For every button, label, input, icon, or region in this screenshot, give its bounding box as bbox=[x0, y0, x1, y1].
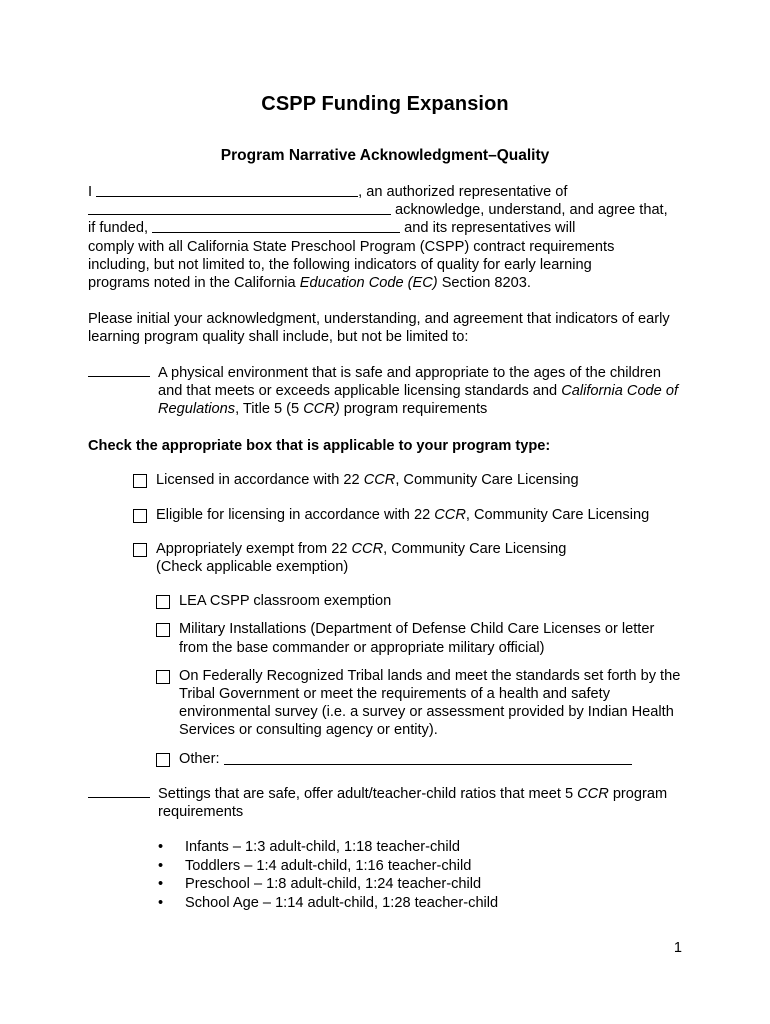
exempt-ccr: CCR bbox=[351, 540, 384, 557]
page-subtitle: Program Narrative Acknowledgment–Quality bbox=[220, 147, 550, 164]
checkbox-row-eligible[interactable] bbox=[88, 506, 682, 524]
checkbox-tribal-lands-label: On Federally Recognized Tribal lands and meet the standards set forth by the Tribal Government or meet the requirements of a health and safety environmental survey (i.e. a survey or assessment provided by Indian Health Services or consulting agency or entity). bbox=[179, 667, 681, 739]
checkbox-tribal-lands[interactable] bbox=[156, 670, 170, 684]
eligible-post: , Community Care Licensing bbox=[465, 506, 650, 523]
licensed-pre: Licensed in accordance with 22 bbox=[156, 472, 364, 489]
checkbox-eligible[interactable] bbox=[133, 509, 147, 523]
licensed-ccr: CCR bbox=[363, 472, 396, 489]
eligible-ccr: CCR bbox=[434, 506, 466, 523]
intro-line4: comply with all California State Preschool Program (CSPP) contract requirements bbox=[88, 238, 615, 255]
licensed-post: , Community Care Licensing bbox=[395, 472, 579, 489]
ratio-infants: Infants – 1:3 adult-child, 1:18 teacher-child bbox=[185, 839, 461, 856]
ratio-list bbox=[88, 838, 682, 912]
checkbox-military-installations-label: Military Installations (Department of Defense Child Care Licenses or letter from the base commander or appropriate military official) bbox=[179, 621, 655, 656]
organization-name-blank[interactable] bbox=[88, 201, 391, 215]
intro-pronoun: I bbox=[88, 184, 93, 200]
indicator-1-mid: , Title 5 (5 bbox=[235, 401, 304, 418]
intro-after-blank2: acknowledge, understand, and agree that, bbox=[391, 202, 668, 219]
checkbox-row-tribal-lands[interactable] bbox=[88, 667, 682, 740]
intro-line6-pre: programs noted in the California bbox=[88, 275, 300, 292]
bullet-icon: • bbox=[158, 895, 164, 912]
indicator-safe-settings-text bbox=[158, 785, 682, 821]
initial-blank-physical-environment[interactable] bbox=[88, 376, 150, 377]
education-code-citation: Education Code (EC) bbox=[299, 275, 438, 292]
representative-name-blank[interactable] bbox=[96, 183, 358, 197]
checkbox-exempt-label bbox=[156, 541, 566, 575]
page-number: 1 bbox=[673, 940, 682, 956]
list-item bbox=[158, 875, 682, 894]
exempt-pre: Appropriately exempt from 22 bbox=[156, 540, 352, 557]
ratio-toddlers: Toddlers – 1:4 adult-child, 1:16 teacher-child bbox=[185, 857, 472, 874]
checkbox-row-licensed[interactable] bbox=[88, 471, 682, 489]
intro-paragraph bbox=[88, 183, 682, 292]
checkbox-lea-exemption[interactable] bbox=[156, 595, 170, 609]
program-type-checkbox-group bbox=[88, 471, 682, 576]
intro-after-blank3: and its representatives will bbox=[400, 220, 576, 237]
checkbox-row-lea-exemption[interactable] bbox=[88, 592, 682, 610]
indicator-row-physical-environment bbox=[88, 364, 682, 419]
eligible-pre: Eligible for licensing in accordance with 22 bbox=[156, 506, 435, 523]
checkbox-licensed[interactable] bbox=[133, 474, 147, 488]
list-item bbox=[158, 894, 682, 913]
exempt-post: , Community Care Licensing bbox=[383, 540, 567, 557]
instruction-paragraph: Please initial your acknowledgment, understanding, and agreement that indicators of early learning program quality shall include, but not be limited to: bbox=[88, 311, 670, 346]
document-body bbox=[88, 183, 682, 913]
agency-name-blank[interactable] bbox=[152, 219, 400, 233]
page-title: CSPP Funding Expansion bbox=[261, 93, 509, 115]
bullet-icon: • bbox=[158, 857, 164, 874]
checkbox-row-military-installations[interactable] bbox=[88, 620, 682, 656]
other-exemption-input-blank[interactable] bbox=[224, 751, 632, 765]
exempt-second-line: (Check applicable exemption) bbox=[156, 559, 349, 576]
intro-if-funded: if funded, bbox=[88, 220, 149, 237]
checkbox-military-installations[interactable] bbox=[156, 623, 170, 637]
list-item bbox=[158, 857, 682, 876]
ratio-preschool: Preschool – 1:8 adult-child, 1:24 teacher-child bbox=[185, 876, 482, 893]
ccr-citation-title: California Code of Regulations bbox=[158, 382, 679, 418]
checkbox-licensed-label bbox=[156, 472, 579, 488]
checkbox-other[interactable] bbox=[156, 753, 170, 767]
bullet-icon: • bbox=[158, 876, 164, 893]
checkbox-other-label: Other: bbox=[179, 750, 220, 767]
bullet-icon: • bbox=[158, 839, 164, 856]
exemption-checkbox-group bbox=[88, 592, 682, 768]
ccr-abbrev: CCR) bbox=[303, 401, 340, 418]
checkbox-exempt[interactable] bbox=[133, 543, 147, 557]
checkbox-lea-exemption-label: LEA CSPP classroom exemption bbox=[179, 593, 392, 610]
indicator-row-safe-settings bbox=[88, 785, 682, 821]
initial-blank-safe-settings[interactable] bbox=[88, 797, 150, 798]
program-type-heading: Check the appropriate box that is applicable to your program type: bbox=[88, 438, 551, 455]
indicator-1-pre: A physical environment that is safe and appropriate to the ages of the children and that meets or exceeds applicable licensing standards and bbox=[158, 364, 661, 399]
indicator-physical-environment-text bbox=[158, 364, 682, 419]
indicator-2-ccr: CCR bbox=[577, 785, 609, 802]
checkbox-row-exempt[interactable] bbox=[88, 540, 682, 576]
ratio-school-age: School Age – 1:14 adult-child, 1:28 teacher-child bbox=[185, 895, 499, 912]
checkbox-row-other[interactable] bbox=[88, 750, 682, 768]
intro-line6-post: Section 8203. bbox=[437, 275, 531, 292]
intro-after-blank1: , an authorized representative of bbox=[358, 184, 568, 200]
list-item bbox=[158, 838, 682, 857]
checkbox-eligible-label bbox=[156, 507, 649, 523]
indicator-2-post: program requirements bbox=[158, 785, 668, 821]
intro-line5: including, but not limited to, the following indicators of quality for early learning bbox=[88, 256, 592, 273]
indicator-1-post: program requirements bbox=[339, 401, 488, 418]
indicator-2-pre: Settings that are safe, offer adult/teacher-child ratios that meet 5 bbox=[158, 785, 578, 802]
